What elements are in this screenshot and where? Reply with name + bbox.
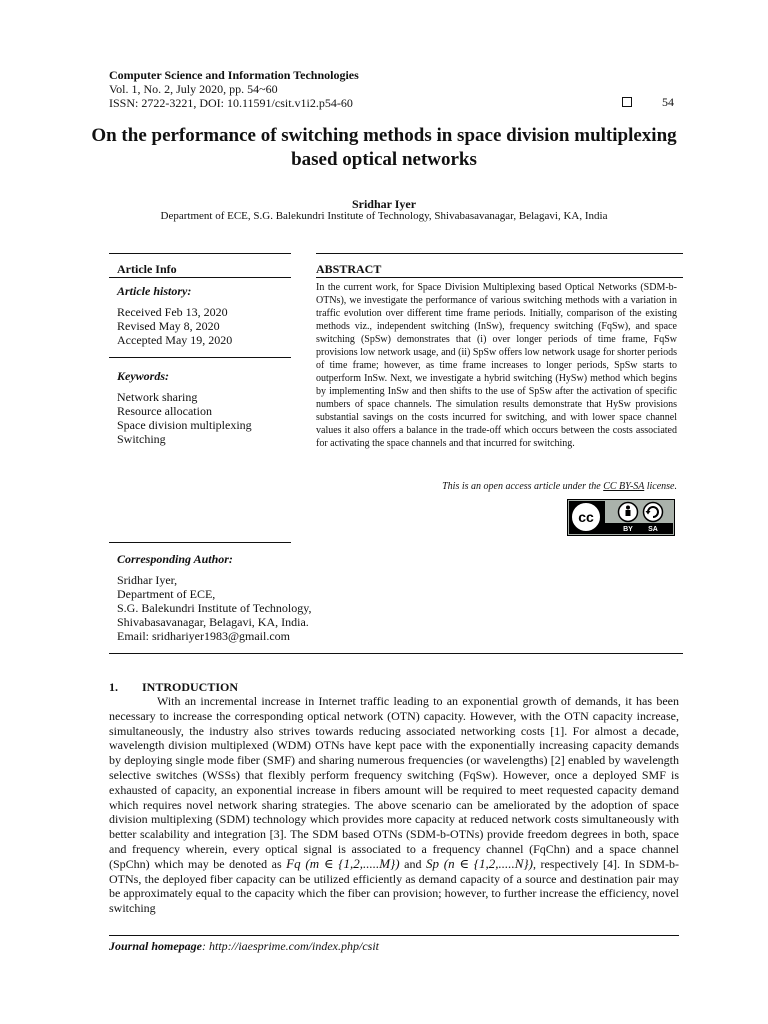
- corresponding-email: Email: sridhariyer1983@gmail.com: [117, 629, 291, 643]
- intro-text: With an incremental increase in Internet traffic leading to an exponential growth of demands, it has been necessary to increase the corresponding optical network (OTN) capacity. However, with the OTN capacity increase, simultaneously, the industry also strives towards reducing associated networking costs [1]. For almost a decade, wavelength division multiplexed (WDM) OTNs have kept pace with the exponentially increasing capacity demands by deploying single mode fiber (SMF) and sharing numerous frequencies (or wavelengths) [2] enabled by wavelength selective switches (WSSs) that flexibly perform frequency switching (FqSw). However, once a deployed SMF is exhausted of capacity, an exponential increase in fibers amount will be required to meet requested capacity demand which requires novel network sharing strategies. The above scenario can be ameliorated by the adoption of space division multiplexing (SDM) technology which provides more capacity at reduced network costs simultaneously with better scalability and integration [3]. The SDM based OTNs (SDM-b-OTNs) provide freedom degrees in both, space and frequency wherein, every optical signal is associated to a frequency channel (FqChn) and a space channel (SpChn) which may be denoted as: [109, 694, 679, 871]
- math-fq: Fq (m ∈ {1,2,.....M}): [286, 855, 400, 871]
- intro-text-continued: , respectively [4]. In SDM-b-OTNs, the deployed fiber capacity can be utilized efficiently as demand capacity of a source and destination pair may be approximately equal to the capacity which the fiber can provision; however, to further increase the efficiency, novel switching: [109, 856, 680, 916]
- math-and: and: [404, 856, 422, 871]
- divider: [109, 542, 291, 543]
- corresponding-dept: Department of ECE,: [117, 587, 216, 601]
- issn-line: ISSN: 2722-3221, DOI: 10.11591/csit.v1i2.p54-60: [109, 96, 353, 110]
- license-link[interactable]: CC BY-SA: [603, 481, 645, 492]
- paper-title: On the performance of switching methods in space division multiplexing based optical networks: [91, 125, 677, 170]
- intro-paragraph: [109, 694, 679, 916]
- abstract-text: In the current work, for Space Division Multiplexing based Optical Networks (SDM-b-OTNs), we investigate the performance of various switching methods with a variation in traffic evolution over different time frame periods. Initially, comparison of the existing methods viz., independent switching (InSw), frequency switching (FqSw), and space switching (SpSw) demonstrates that (i) over longer periods of time frame, FqSw provisions low network usage, and (ii) SpSw offers low network usage for shorter periods of time frame; however, as time frame increases to longer periods, SpSw starts to outperform InSw. Next, we investigate a hybrid switching (HySw) method which begins by implementing InSw and then shifts to the use of SpSw after the activation of specific numbers of space channels. The simulation results demonstrate that HySw provisions substantial savings on the costs incurred for switching, and with lower space channel values it also offers a balance in the trade-off which occurs between the costs associated for activating the space channels and that incurred for switching.: [316, 282, 677, 449]
- corresponding-heading: Corresponding Author:: [117, 552, 233, 566]
- author-affiliation: Department of ECE, S.G. Balekundri Institute of Technology, Shivabasavanagar, Belagavi, KA, India: [160, 210, 608, 222]
- license-prefix: This is an open access article under the: [442, 481, 604, 492]
- corresponding-name: Sridhar Iyer,: [117, 573, 178, 587]
- cc-text: cc: [578, 509, 594, 525]
- divider: [316, 277, 683, 278]
- abstract-heading: ABSTRACT: [316, 262, 382, 276]
- math-sp: Sp (n ∈ {1,2,.....N}): [425, 855, 533, 871]
- license-line: [316, 481, 677, 492]
- divider: [316, 253, 683, 254]
- square-bullet-icon: [622, 97, 632, 107]
- page-number: 54: [662, 95, 674, 109]
- footer-url[interactable]: : http://iaesprime.com/index.php/csit: [202, 939, 379, 953]
- keyword: Network sharing: [117, 390, 198, 404]
- divider: [109, 277, 291, 278]
- footer: [109, 939, 379, 954]
- sa-label: SA: [648, 526, 658, 533]
- journal-header: [109, 68, 359, 110]
- divider: [109, 253, 291, 254]
- corresponding-location: Shivabasavanagar, Belagavi, KA, India.: [117, 615, 309, 629]
- footer-label: Journal homepage: [109, 939, 203, 953]
- revised-date: Revised May 8, 2020: [117, 319, 220, 333]
- keyword: Space division multiplexing: [117, 418, 252, 432]
- corresponding-inst: S.G. Balekundri Institute of Technology,: [117, 601, 312, 615]
- by-label: BY: [623, 526, 633, 533]
- section-heading: 1. INTRODUCTION: [109, 680, 239, 694]
- divider: [109, 357, 291, 358]
- accepted-date: Accepted May 19, 2020: [117, 333, 233, 347]
- keyword: Switching: [117, 432, 166, 446]
- received-date: Received Feb 13, 2020: [117, 305, 228, 319]
- volume-line: Vol. 1, No. 2, July 2020, pp. 54~60: [109, 82, 278, 96]
- article-history-heading: Article history:: [117, 284, 192, 298]
- author-name: Sridhar Iyer: [351, 197, 417, 211]
- journal-name: Computer Science and Information Technologies: [109, 68, 359, 82]
- license-suffix: license.: [644, 481, 677, 492]
- keywords-list: [117, 390, 252, 446]
- divider: [109, 653, 683, 654]
- cc-by-sa-badge-icon[interactable]: [567, 499, 675, 536]
- keywords-heading: Keywords:: [117, 369, 169, 383]
- divider: [109, 935, 679, 936]
- corresponding-details: [117, 573, 311, 643]
- article-history: [117, 305, 232, 347]
- article-info-heading: Article Info: [117, 262, 177, 276]
- keyword: Resource allocation: [117, 404, 212, 418]
